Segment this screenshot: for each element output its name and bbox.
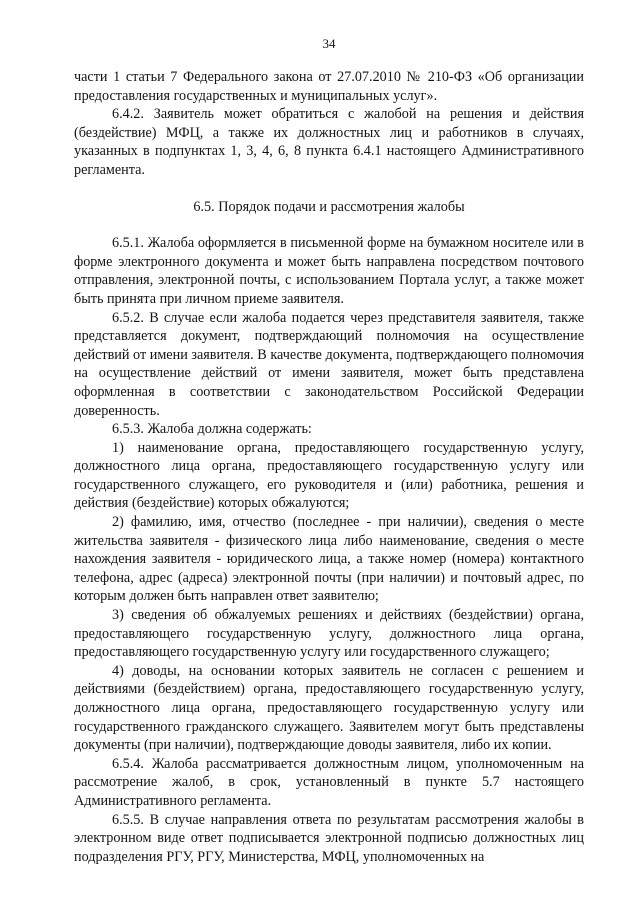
list-item-1: 1) наименование органа, предоставляющего государственную услугу, должностного лица органа, предоставляющего государственную услугу или государственного служащего, его руководителя и (или) работника, решения и действия (бездействие) которых обжалуются;: [74, 439, 584, 512]
list-item-4: 4) доводы, на основании которых заявитель не согласен с решением и действиями (бездействием) органа, предоставляющего государственную услугу, должностного лица органа, предоставляющего государственную услугу или государственного гражданского служащего. Заявителем могут быть представлены документы (при наличии), подтверждающие доводы заявителя, либо их копии.: [74, 662, 584, 754]
page-number: 34: [322, 36, 336, 51]
list-item-2: 2) фамилию, имя, отчество (последнее - при наличии), сведения о месте жительства заявителя - физического лица либо наименование, сведения о месте нахождения заявителя - юридического лица, а также номер (номера) контактного телефона, адрес (адреса) электронной почты (при наличии) и почтовый адрес, по которым должен быть направлен ответ заявителю;: [74, 514, 584, 605]
paragraph-continuation: части 1 статьи 7 Федерального закона от 27.07.2010 № 210-ФЗ «Об организации предоставления государственных и муниципальных услуг».: [74, 69, 584, 104]
paragraph-6-5-1: 6.5.1. Жалоба оформляется в письменной форме на бумажном носителе или в форме электронного документа и может быть направлена посредством почтового отправления, электронной почты, с использованием Портала услуг, а также может быть принята при личном приеме заявителя.: [74, 235, 584, 307]
paragraph-6-5-4: 6.5.4. Жалоба рассматривается должностным лицом, уполномоченным на рассмотрение жалоб, в срок, установленный в пункте 5.7 настоящего Административного регламента.: [74, 755, 584, 809]
section-heading-6-5: 6.5. Порядок подачи и рассмотрения жалобы: [193, 198, 465, 215]
document-body: [74, 68, 584, 866]
paragraph-6-5-3: 6.5.3. Жалоба должна содержать:: [112, 421, 312, 438]
paragraph-6-5-5: 6.5.5. В случае направления ответа по результатам рассмотрения жалобы в электронном виде ответ подписывается электронной подписью должностных лиц подразделения РГУ, РГУ, Министерства, МФЦ, уполномоченных на: [74, 811, 584, 865]
paragraph-6-4-2: 6.4.2. Заявитель может обратиться с жалобой на решения и действия (бездействие) МФЦ, а также их должностных лиц и работников в случаях, указанных в подпунктах 1, 3, 4, 6, 8 пункта 6.4.1 настоящего Административного регламента.: [74, 106, 584, 178]
list-item-3: 3) сведения об обжалуемых решениях и действиях (бездействии) органа, предоставляющего государственную услугу, должностного лица органа, предоставляющего государственную услугу или государственного служащего;: [74, 607, 584, 661]
paragraph-6-5-2: 6.5.2. В случае если жалоба подается через представителя заявителя, также представляется документ, подтверждающий полномочия на осуществление действий от имени заявителя. В качестве документа, подтверждающего полномочия на осуществление действий от имени заявителя, может быть представлена оформленная в соответствии с законодательством Российской Федерации доверенность.: [74, 309, 584, 419]
